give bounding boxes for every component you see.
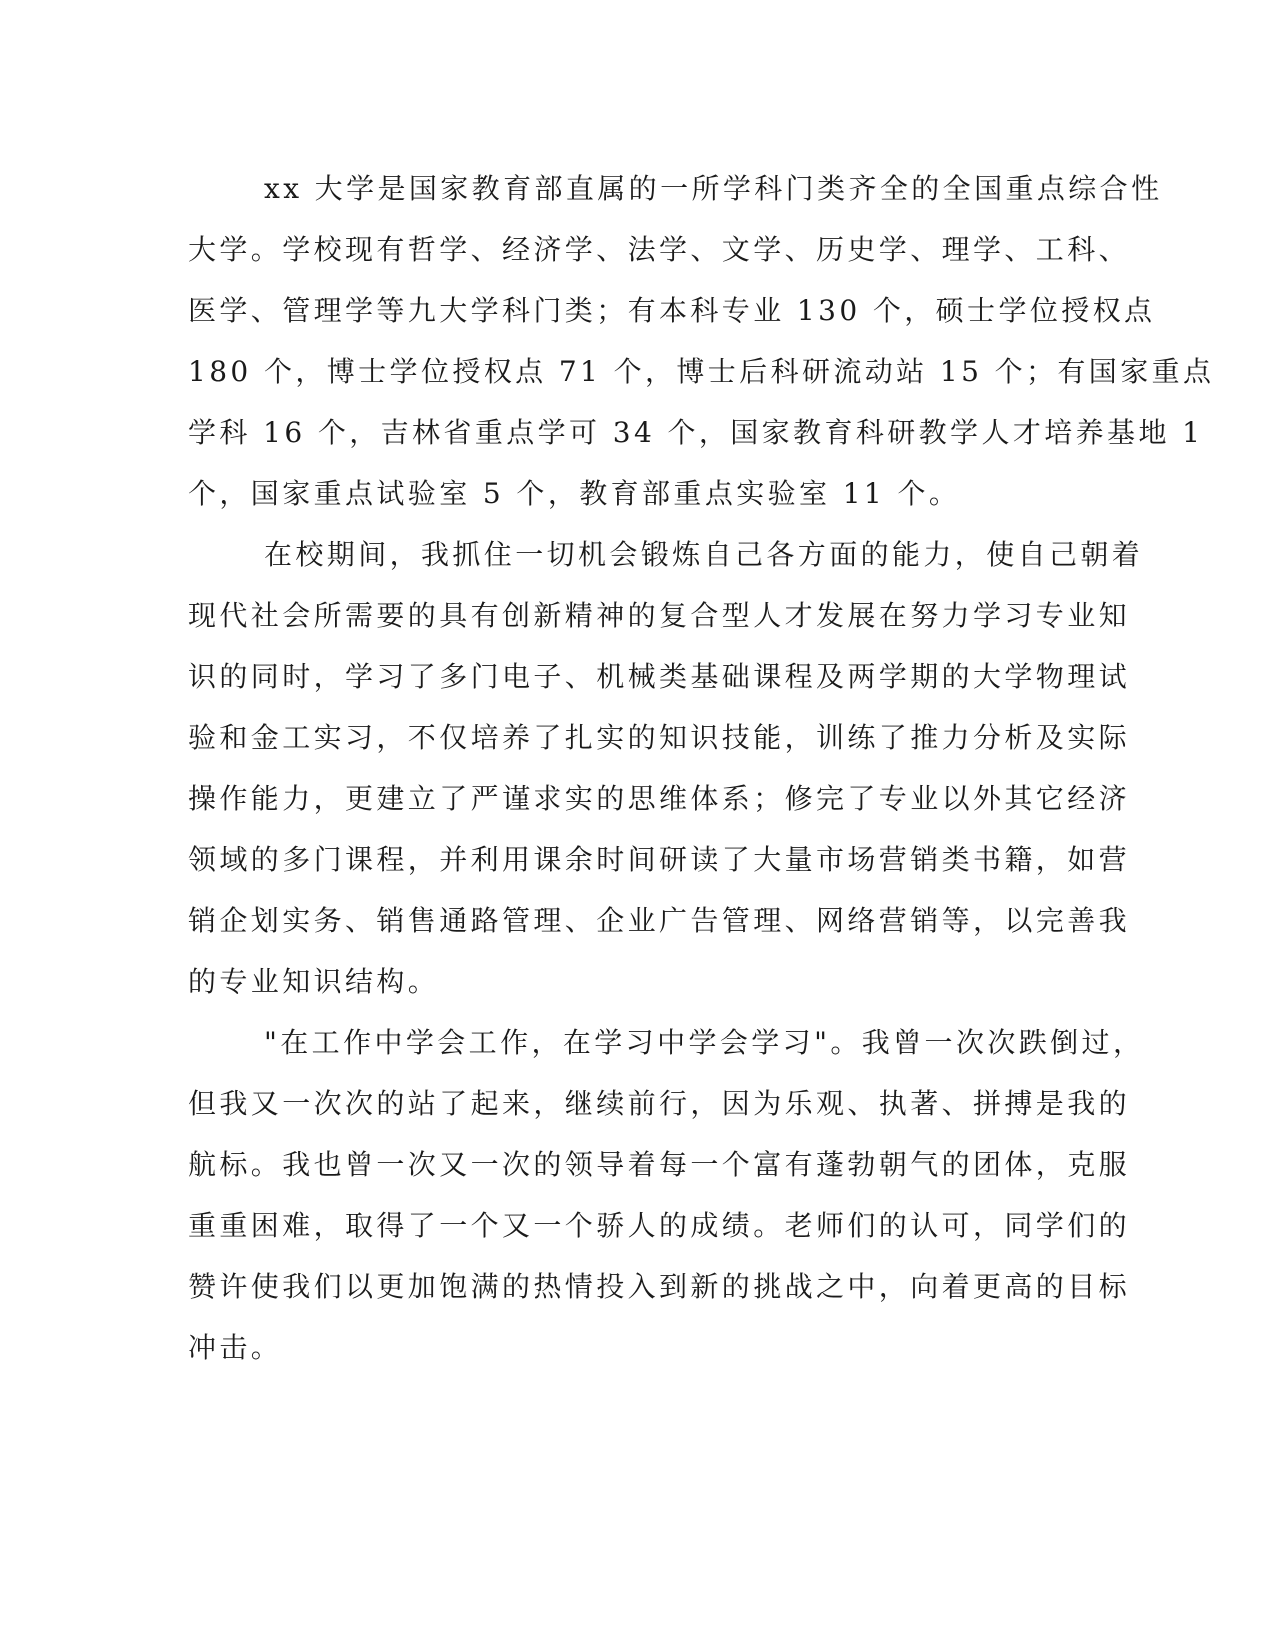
text-line: 赞许使我们以更加饱满的热情投入到新的挑战之中，向着更高的目标 (188, 1270, 1131, 1303)
text-line: 操作能力，更建立了严谨求实的思维体系；修完了专业以外其它经济 (188, 782, 1131, 815)
text-line: 销企划实务、销售通路管理、企业广告管理、网络营销等，以完善我 (188, 904, 1131, 937)
text-line: 冲击。 (188, 1331, 283, 1364)
text-line: "在工作中学会工作，在学习中学会学习"。我曾一次次跌倒过， (264, 1026, 1145, 1059)
text-line: 学科 16 个，吉林省重点学可 34 个，国家教育科研教学人才培养基地 1 (188, 416, 1204, 449)
paragraph-university-intro (188, 158, 1215, 524)
text-line: 在校期间，我抓住一切机会锻炼自己各方面的能力，使自己朝着 (264, 538, 1144, 571)
text-line: 重重困难，取得了一个又一个骄人的成绩。老师们的认可，同学们的 (188, 1209, 1131, 1242)
text-line: 个，国家重点试验室 5 个，教育部重点实验室 11 个。 (188, 477, 961, 510)
text-line: xx 大学是国家教育部直属的一所学科门类齐全的全国重点综合性 (264, 172, 1163, 205)
text-line: 领域的多门课程，并利用课余时间研读了大量市场营销类书籍，如营 (188, 843, 1131, 876)
text-line: 的专业知识结构。 (188, 965, 440, 998)
text-line: 现代社会所需要的具有创新精神的复合型人才发展在努力学习专业知 (188, 599, 1131, 632)
paragraph-work-attitude (188, 1012, 1145, 1378)
paragraph-study-experience (188, 524, 1144, 1012)
text-line: 识的同时，学习了多门电子、机械类基础课程及两学期的大学物理试 (188, 660, 1131, 693)
text-line: 180 个，博士学位授权点 71 个，博士后科研流动站 15 个；有国家重点 (188, 355, 1215, 388)
text-line: 大学。学校现有哲学、经济学、法学、文学、历史学、理学、工科、 (188, 233, 1131, 266)
text-line: 医学、管理学等九大学科门类；有本科专业 130 个，硕士学位授权点 (188, 294, 1156, 327)
document-body (188, 158, 1215, 1378)
text-line: 航标。我也曾一次又一次的领导着每一个富有蓬勃朝气的团体，克服 (188, 1148, 1131, 1181)
text-line: 但我又一次次的站了起来，继续前行，因为乐观、执著、拼搏是我的 (188, 1087, 1131, 1120)
text-line: 验和金工实习，不仅培养了扎实的知识技能，训练了推力分析及实际 (188, 721, 1131, 754)
